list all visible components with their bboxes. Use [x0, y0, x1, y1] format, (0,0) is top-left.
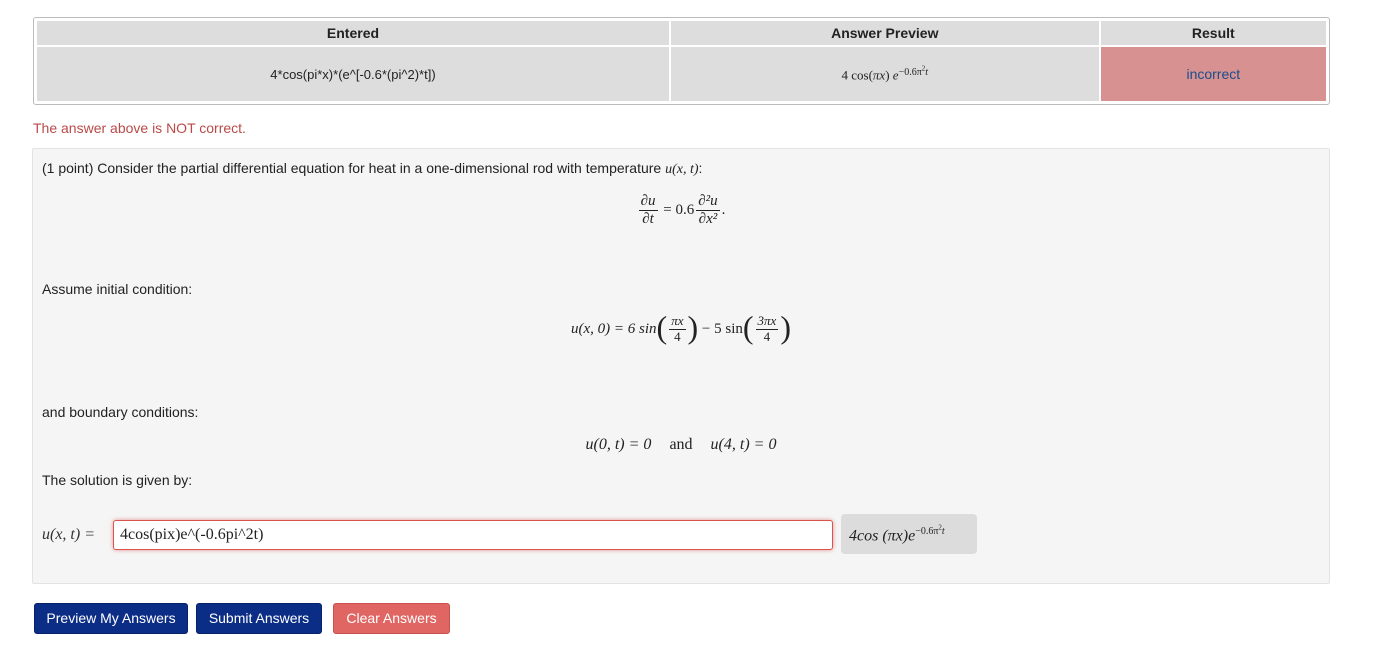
problem-box [32, 148, 1330, 584]
results-table [33, 17, 1330, 105]
initial-condition-label: Assume initial condition: [42, 281, 193, 297]
entered-value: 4*cos(pi*x)*(e^[-0.6*(pi^2)*t]) [37, 47, 669, 101]
header-result: Result [1101, 21, 1326, 45]
answer-input[interactable] [113, 520, 833, 550]
preview-answers-button[interactable]: Preview My Answers [34, 603, 188, 634]
header-answer-preview: Answer Preview [671, 21, 1099, 45]
clear-answers-button[interactable]: Clear Answers [333, 603, 450, 634]
boundary-condition-label: and boundary conditions: [42, 404, 199, 420]
answer-preview-bubble[interactable]: 4cos $(\pi x)e^{-0.6\pi^2t}$ [841, 514, 977, 554]
submit-answers-button[interactable]: Submit Answers [196, 603, 322, 634]
problem-intro: (1 point) Consider the partial differential equation for heat in a one-dimensional rod with temperature u(x, t): [42, 160, 703, 177]
solution-label: The solution is given by: [42, 472, 193, 488]
result-status: incorrect [1101, 47, 1326, 101]
boundary-condition-equation: u(0, t) = 0 and u(4, t) = 0 [585, 436, 777, 453]
answer-preview-value: 4 cos(πx) $e^{-0.6\pi^2t}$ [671, 47, 1099, 101]
status-message: The answer above is NOT correct. [33, 120, 246, 136]
initial-condition-equation: u(x, 0) = 6 sin( $\frac{\pi x}{4}$ ) − 5 sin( $\frac{3\pi x}{4}$ ) [571, 309, 791, 345]
pde-equation: $\frac{\partial u}{\partial t}$ = 0.6 $\frac{\text{∂²u}}{\text{∂x²}}$ . [640, 193, 726, 228]
answer-label: u(x, t) = [42, 526, 95, 543]
header-entered: Entered [37, 21, 669, 45]
